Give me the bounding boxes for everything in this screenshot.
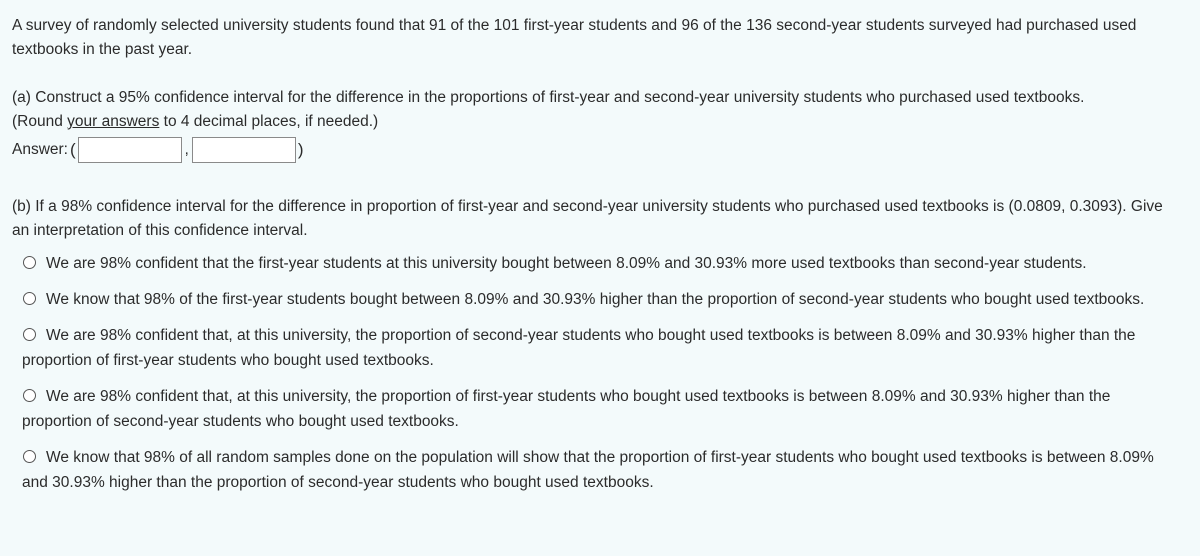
problem-intro: A survey of randomly selected university students found that 91 of the 101 first-year students and 96 of the 136 second-year students surveyed had purchased used textbooks in the past year.: [12, 17, 1137, 58]
option-3[interactable]: [22, 323, 1182, 373]
option-label: We know that 98% of all random samples done on the population will show that the proportion of first-year students who bought used textbooks is between 8.09% and 30.93% higher than the proportion of second-year students who bought used textbooks.: [22, 449, 1154, 491]
interpretation-options: [12, 251, 1182, 495]
option-2[interactable]: [22, 287, 1182, 312]
radio-button[interactable]: [23, 256, 36, 269]
close-paren: ): [297, 140, 304, 159]
lower-bound-input[interactable]: [78, 137, 182, 163]
round-underlined: your answers: [67, 113, 160, 130]
round-prefix: (Round: [12, 113, 68, 130]
open-paren: (: [70, 140, 76, 159]
option-label: We are 98% confident that, at this university, the proportion of first-year students who bought used textbooks is between 8.09% and 30.93% higher than the proportion of second-year students who bought used textbooks.: [22, 388, 1111, 430]
option-5[interactable]: [22, 445, 1182, 495]
radio-button[interactable]: [23, 292, 36, 305]
answer-label: Answer:: [12, 141, 68, 158]
round-suffix: to 4 decimal places, if needed.): [159, 113, 379, 130]
question-page: [12, 14, 1182, 506]
option-4[interactable]: [22, 384, 1182, 434]
part-b-question: (b) If a 98% confidence interval for the difference in proportion of first-year and second-year university students who purchased used textbooks is (0.0809, 0.3093). Give an interpretation of this confidence interval.: [12, 198, 1163, 239]
radio-button[interactable]: [23, 450, 36, 463]
option-label: We know that 98% of the first-year students bought between 8.09% and 30.93% higher than the proportion of second-year students who bought used textbooks.: [46, 291, 1145, 308]
option-label: We are 98% confident that, at this university, the proportion of second-year students who bought used textbooks is between 8.09% and 30.93% higher than the proportion of first-year students who bought used textbooks.: [22, 327, 1136, 369]
part-a-question: (a) Construct a 95% confidence interval for the difference in the proportions of first-year and second-year university students who purchased used textbooks.: [12, 89, 1085, 106]
option-1[interactable]: [22, 251, 1182, 276]
radio-button[interactable]: [23, 328, 36, 341]
radio-button[interactable]: [23, 389, 36, 402]
rounding-instructions: [12, 110, 1182, 134]
upper-bound-input[interactable]: [192, 137, 296, 163]
interval-separator: ,: [184, 141, 189, 158]
answer-row: [12, 135, 1182, 165]
option-label: We are 98% confident that the first-year students at this university bought between 8.09% and 30.93% more used textbooks than second-year students.: [46, 255, 1087, 272]
